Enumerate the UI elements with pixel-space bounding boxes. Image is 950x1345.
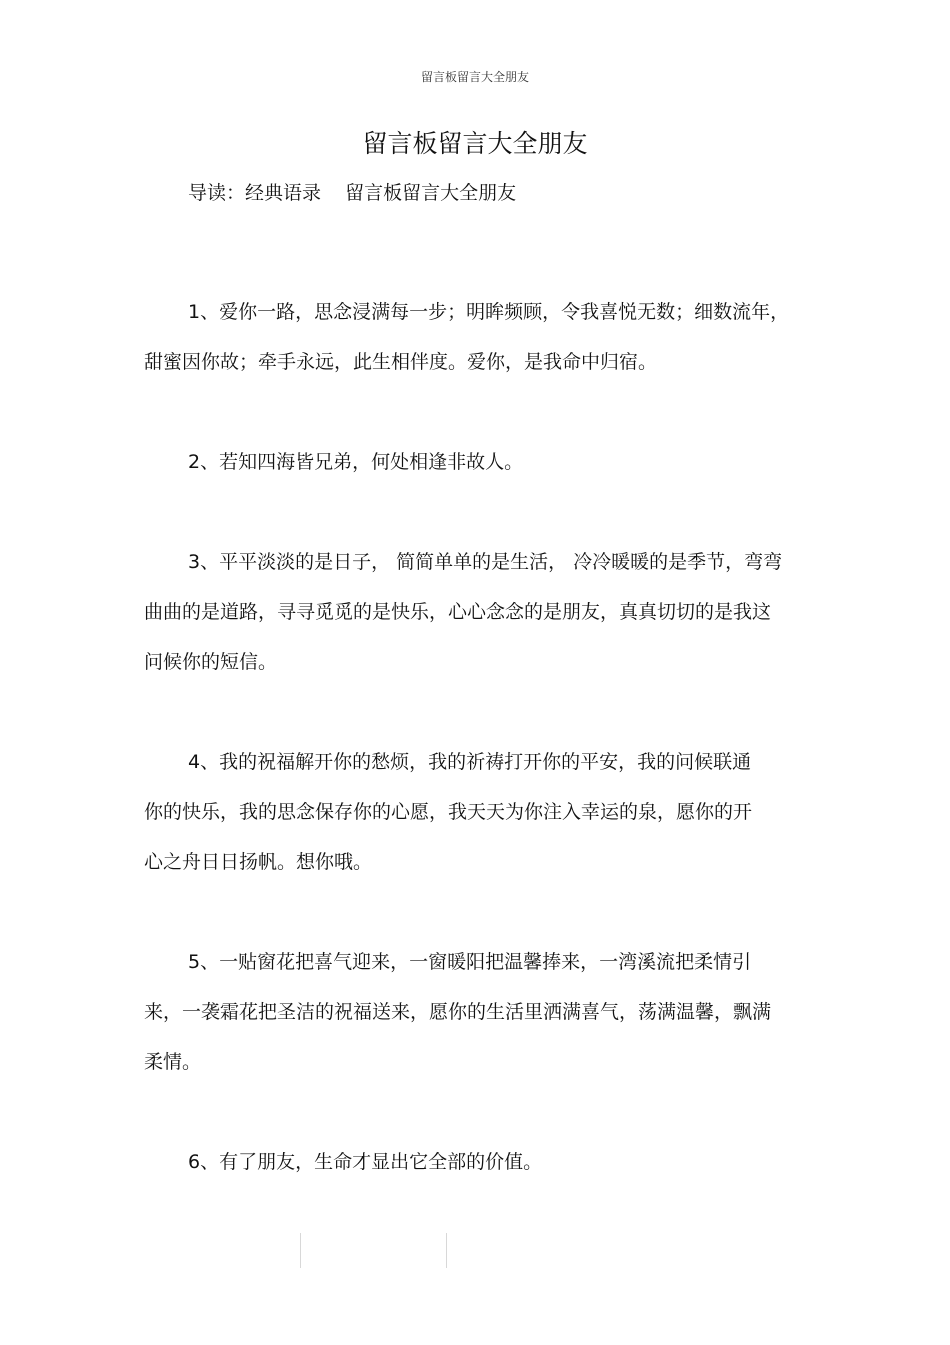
running-header: 留言板留言大全朋友	[420, 70, 529, 84]
intro-line: 导读：经典语录 留言板留言大全朋友	[188, 182, 517, 204]
paragraph-1: 1、爱你一路，思念浸满每一步；明眸频顾，令我喜悦无数；细数流年，甜蜜因你故；牵手永远，此生相伴度。爱你，是我命中归宿。	[144, 301, 790, 373]
footer-divider-left	[300, 1233, 301, 1268]
paragraph-2: 2、若知四海皆兄弟，何处相逢非故人。	[188, 451, 524, 473]
footer-divider-right	[446, 1233, 447, 1268]
paragraph-5: 5、一贴窗花把喜气迎来，一窗暖阳把温馨捧来，一湾溪流把柔情引来，一袭霜花把圣洁的祝福送来，愿你的生活里洒满喜气，荡满温馨，飘满柔情。	[144, 951, 772, 1073]
paragraph-3: 3、平平淡淡的是日子， 简简单单的是生活， 冷冷暖暖的是季节，弯弯曲曲的是道路，寻寻觅觅的是快乐，心心念念的是朋友，真真切切的是我这问候你的短信。	[144, 551, 783, 673]
paragraph-4: 4、我的祝福解开你的愁烦，我的祈祷打开你的平安，我的问候联通你的快乐，我的思念保存你的心愿，我天天为你注入幸运的泉，愿你的开心之舟日日扬帆。想你哦。	[144, 751, 753, 873]
page-title: 留言板留言大全朋友	[362, 129, 588, 158]
paragraph-6: 6、有了朋友，生命才显出它全部的价值。	[188, 1151, 543, 1173]
